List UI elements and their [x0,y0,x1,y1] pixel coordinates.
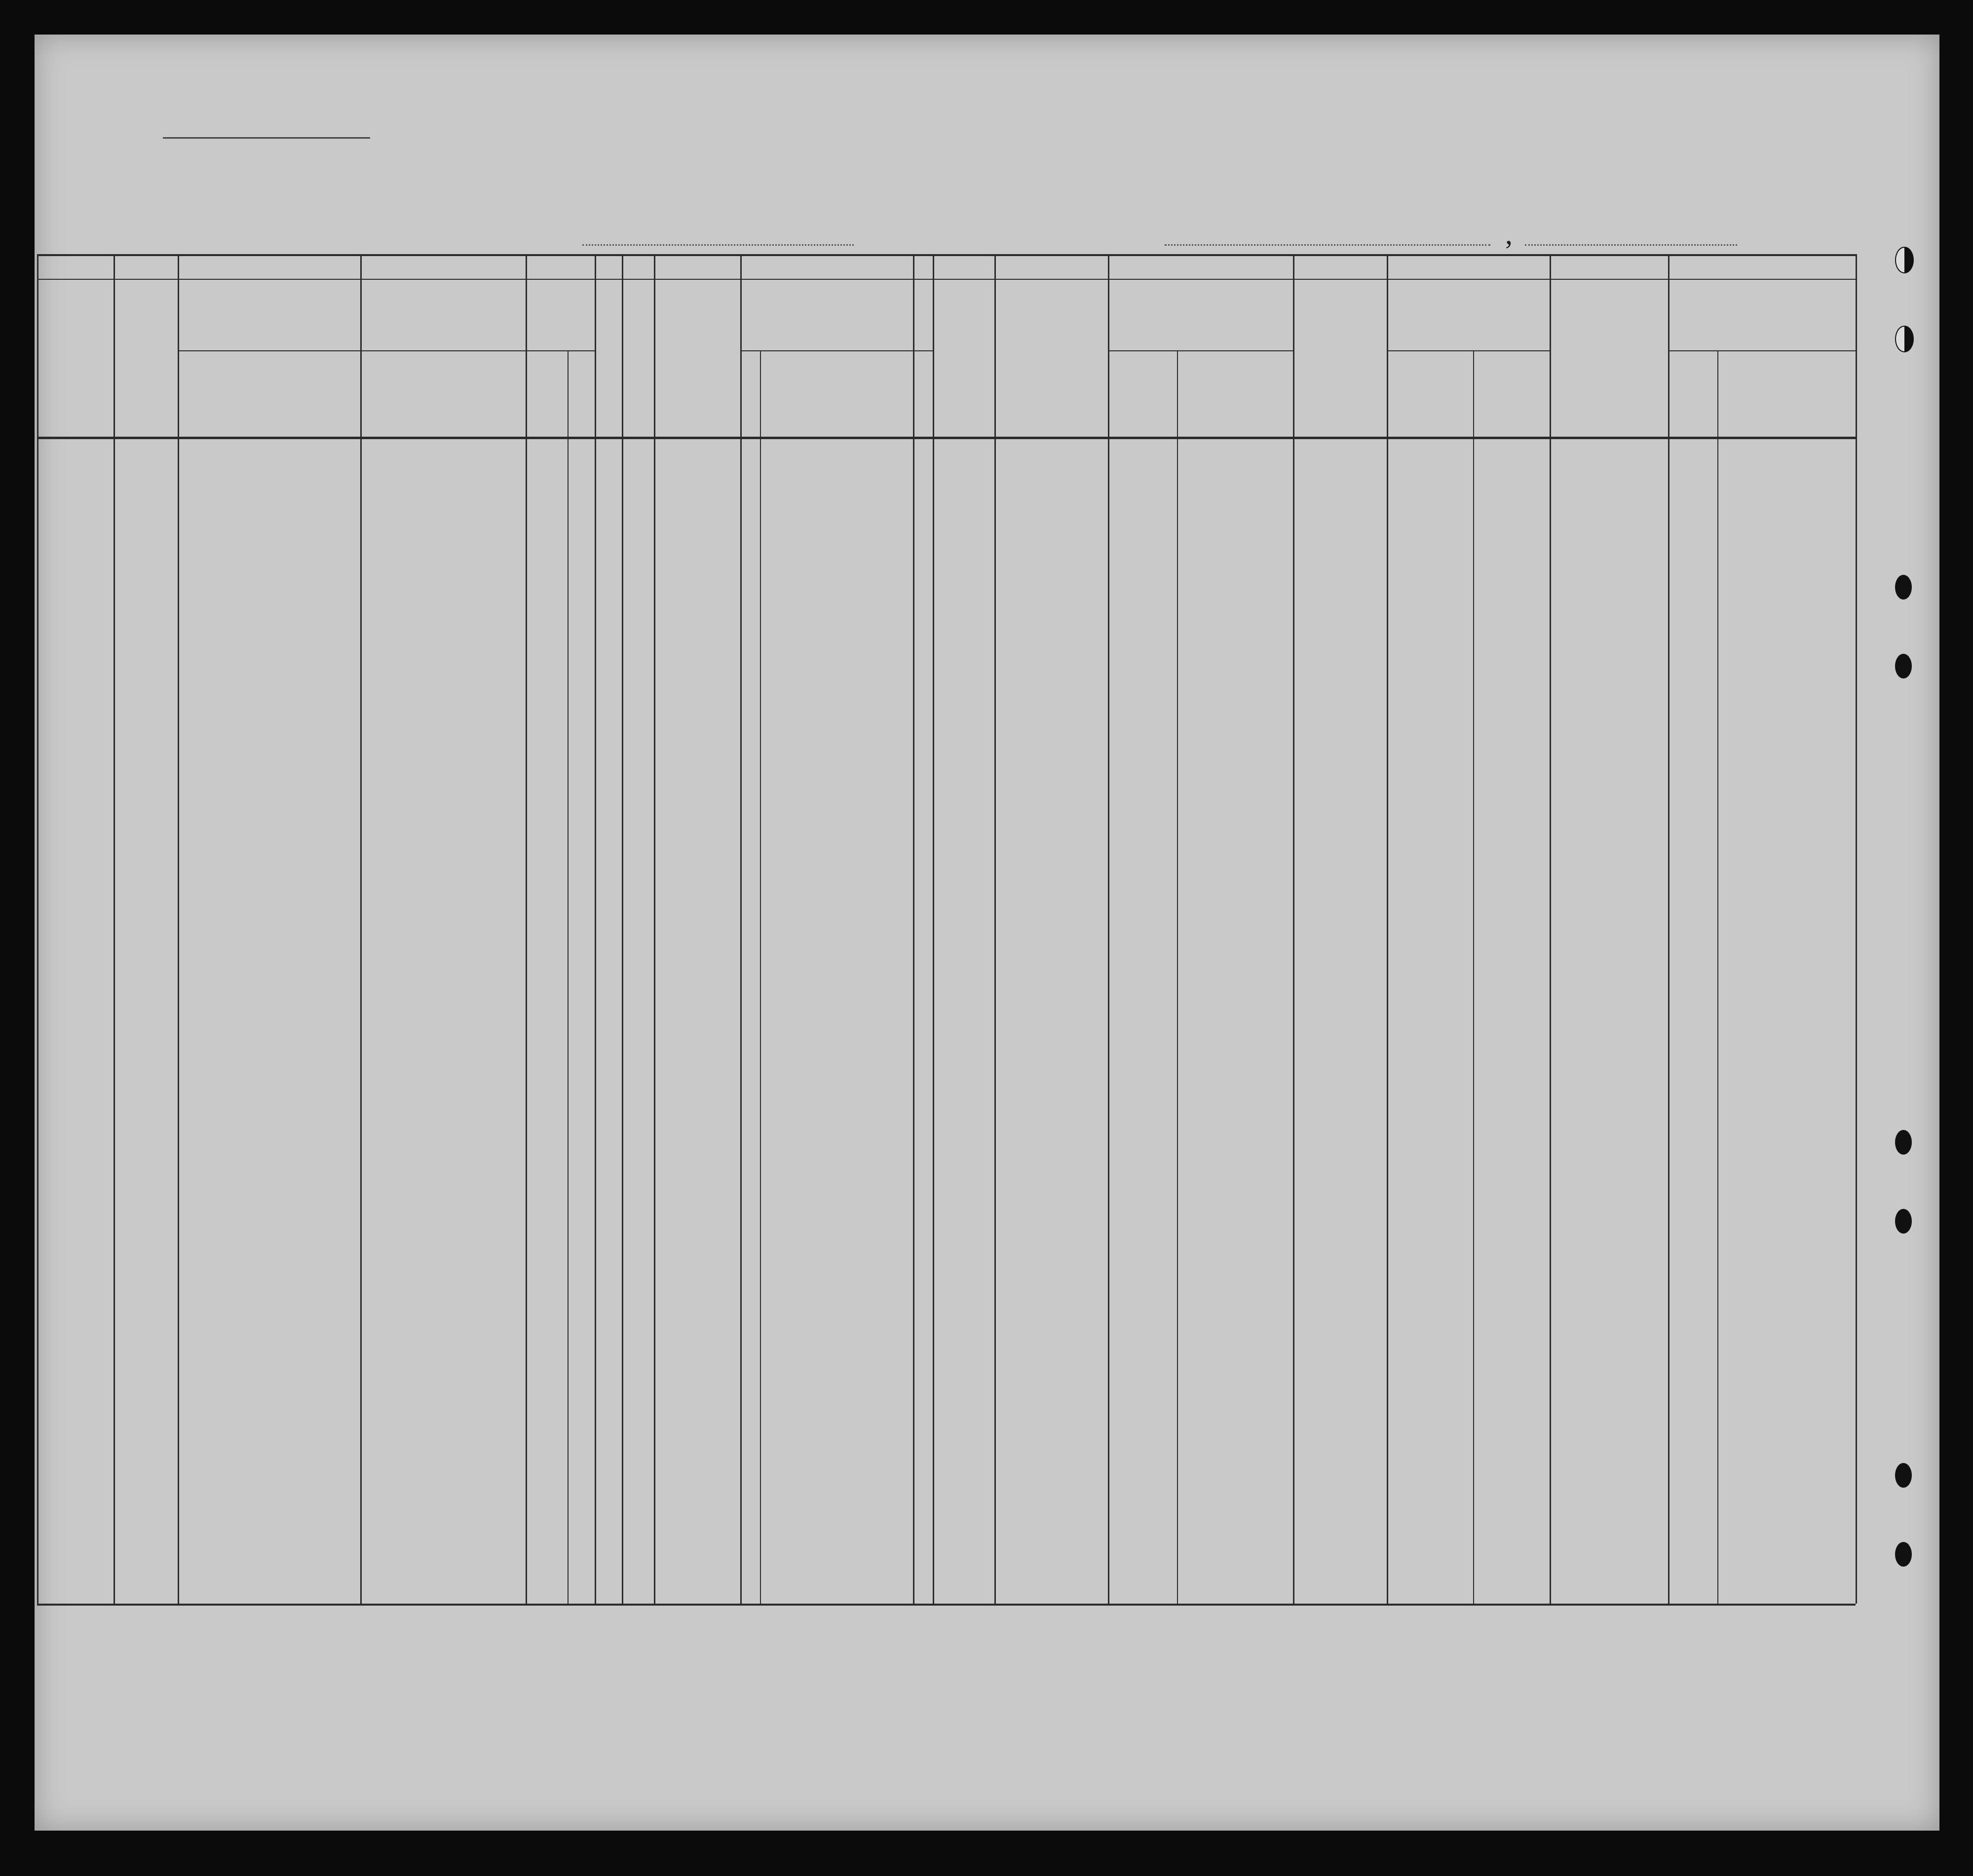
grid-vline [1387,254,1388,1604]
grid-vline [37,254,38,1604]
ship-underline [582,244,854,246]
grid-vline [568,350,569,1604]
grid-vline [740,254,742,1604]
grid-hline [740,350,933,351]
binder-hole [1895,575,1912,600]
grid-vline [760,350,761,1604]
grid-vline [994,254,996,1604]
grid-vline [1177,350,1178,1604]
grid-vline [360,254,362,1604]
grid-vline [595,254,596,1604]
grid-vline [654,254,655,1604]
grid-hline [1108,350,1293,351]
binder-hole [1895,1130,1912,1155]
list-underline [163,137,370,139]
grid-vline [1550,254,1551,1604]
grid-vline [1717,350,1718,1604]
comma: , [1505,218,1513,250]
port-underline [1165,244,1490,246]
grid-vline [526,254,527,1604]
grid-hline [178,350,595,351]
binder-hole [1895,1542,1912,1567]
grid-hline [1668,350,1856,351]
grid-vline [913,254,914,1604]
grid-vline [1473,350,1474,1604]
grid-vline [933,254,934,1604]
grid-hline [1387,350,1550,351]
binder-hole [1895,1463,1912,1488]
binder-hole [1895,326,1914,352]
grid-hline [37,254,1856,256]
grid-vline [1293,254,1294,1604]
grid-vline [1668,254,1669,1604]
grid-vline [178,254,179,1604]
grid-vline [114,254,115,1604]
grid-hline [37,1604,1856,1606]
grid-vline [1108,254,1109,1604]
binder-hole [1895,247,1914,273]
binder-hole [1895,654,1912,678]
grid-vline [1856,254,1857,1604]
grid-vline [622,254,623,1604]
grid-hline [37,279,1856,280]
grid-hline [37,437,1856,439]
binder-hole [1895,1209,1912,1234]
date-underline [1525,244,1737,246]
manifest-sheet [35,35,1939,1831]
